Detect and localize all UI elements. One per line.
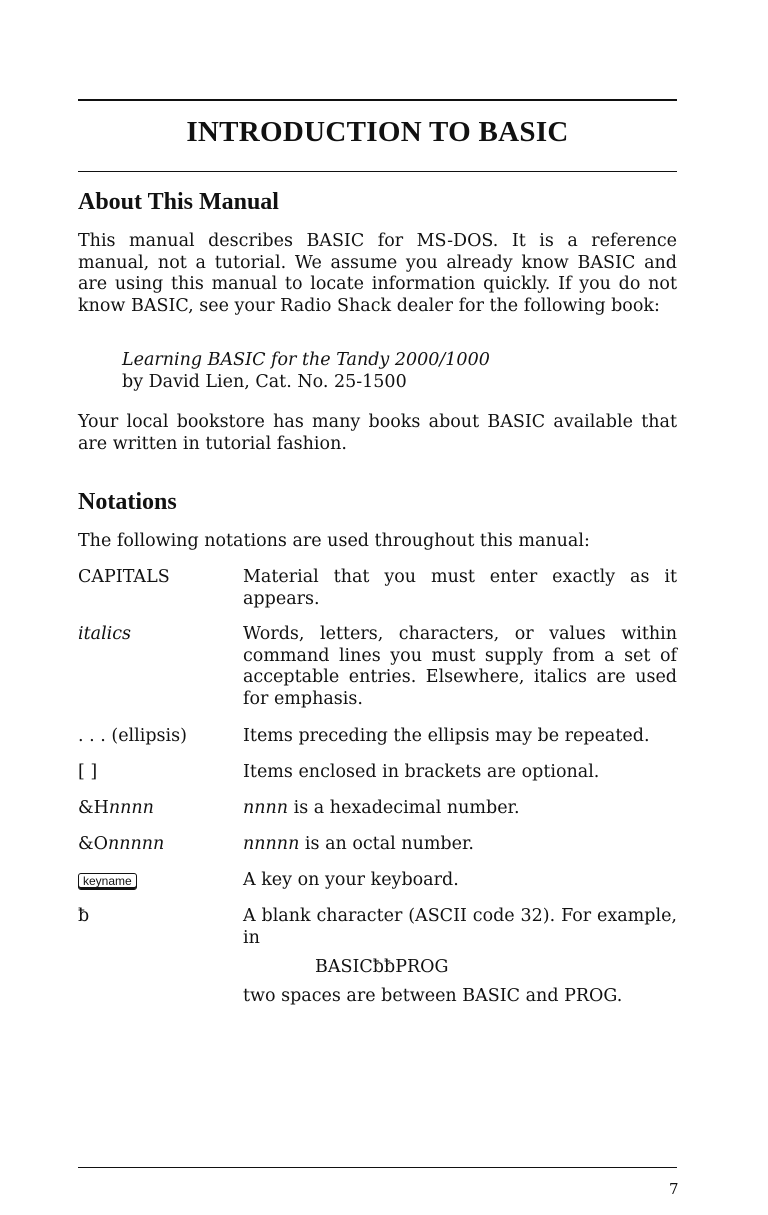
notation-definition: A blank character (ASCII code 32). For example, in: [243, 906, 677, 948]
definition-italic: nnnnn: [243, 834, 300, 854]
notation-term: [78, 870, 238, 892]
notation-term: [78, 834, 238, 856]
footer-rule: [78, 1167, 677, 1168]
keycap-icon: keyname: [78, 873, 137, 890]
book-author: by David Lien, Cat. No. 25-1500: [122, 372, 407, 392]
notation-term: CAPITALS: [78, 567, 170, 587]
definition-text: is an octal number.: [299, 834, 474, 854]
notation-term: . . . (ellipsis): [78, 726, 187, 746]
notation-definition: Items preceding the ellipsis may be repeated.: [243, 726, 650, 746]
section-heading-about: About This Manual: [78, 189, 279, 215]
notation-definition: [243, 834, 677, 856]
notation-term: italics: [78, 624, 132, 644]
about-paragraph: This manual describes BASIC for MS-DOS. It is a reference manual, not a tutorial. We assume you already know BASIC and are using this manual to locate information quickly. If you do not know BASIC, see your Radio Shack dealer for the following book:: [78, 231, 677, 316]
term-prefix: &O: [78, 834, 108, 854]
notation-definition: Words, letters, characters, or values within command lines you must supply from a set of acceptable entries. Elsewhere, italics are used for emphasis.: [243, 624, 677, 709]
blank-example-explanation: two spaces are between BASIC and PROG.: [243, 986, 623, 1006]
term-prefix: &H: [78, 798, 109, 818]
notation-term: ƀ: [78, 906, 90, 926]
page-number: 7: [669, 1180, 679, 1198]
notation-definition: [243, 798, 677, 820]
notation-definition: Items enclosed in brackets are optional.: [243, 762, 600, 782]
notation-term: [ ]: [78, 762, 98, 782]
top-rule: [78, 99, 677, 101]
section-heading-notations: Notations: [78, 489, 177, 515]
definition-italic: nnnn: [243, 798, 289, 818]
chapter-title: INTRODUCTION TO BASIC: [186, 116, 569, 148]
notation-term: [78, 798, 238, 820]
book-title: Learning BASIC for the Tandy 2000/1000: [122, 350, 490, 370]
term-italic: nnnnn: [107, 834, 165, 854]
notation-definition: Material that you must enter exactly as it appears.: [243, 567, 677, 609]
notations-intro: The following notations are used throughout this manual:: [78, 531, 590, 551]
term-italic: nnnn: [108, 798, 154, 818]
blank-example: BASICƀƀPROG: [315, 957, 449, 977]
definition-text: is a hexadecimal number.: [288, 798, 520, 818]
title-underline-rule: [78, 171, 677, 172]
notation-definition: A key on your keyboard.: [243, 870, 459, 890]
bookstore-paragraph: Your local bookstore has many books about BASIC available that are written in tutorial fashion.: [78, 412, 677, 454]
book-reference: [122, 349, 490, 393]
